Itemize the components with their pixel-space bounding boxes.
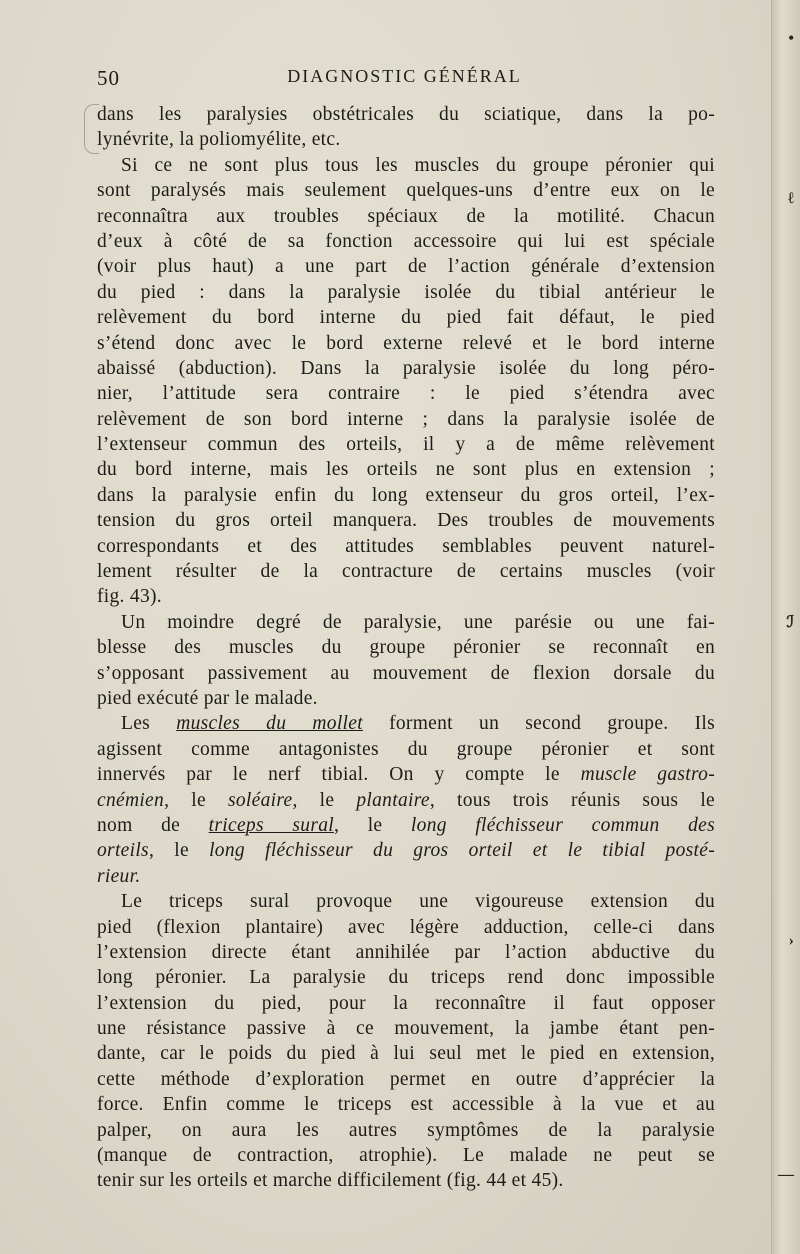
text-line: reconnaîtra aux troubles spéciaux de la motilité. Chacun — [97, 205, 715, 227]
text-span: , le — [148, 840, 210, 862]
text-line: l’extenseur commun des orteils, il y a de même relèvement — [97, 434, 715, 456]
orteils-term: orteils — [97, 840, 149, 862]
text-line: pied (flexion plantaire) avec légère adduction, celle-ci dans — [97, 916, 715, 938]
plantaire-term: plantaire — [356, 789, 430, 811]
muscle-gastro-term: muscle gastro- — [580, 764, 715, 786]
text-line: du pied : dans la paralysie isolée du tibial antérieur le — [97, 281, 715, 303]
edge-mark: • — [788, 30, 794, 47]
text-line: cette méthode d’exploration permet en outre d’apprécier la — [97, 1068, 715, 1090]
text-span: , tous trois réunis sous le — [429, 789, 715, 811]
text-line: s’étend donc avec le bord externe relevé et le bord interne — [97, 332, 715, 354]
text-line: Un moindre degré de paralysie, une parésie ou une fai- — [121, 611, 715, 633]
cnemien-term: cnémien — [97, 789, 165, 811]
text-line: du bord interne, mais les orteils ne sont plus en extension ; — [97, 459, 715, 481]
text-line: lement résulter de la contracture de certains muscles (voir — [97, 561, 715, 583]
text-line: d’eux à côté de sa fonction accessoire qui lui est spéciale — [97, 230, 715, 252]
text-span: , le — [292, 789, 357, 811]
text-line: lynévrite, la poliomyélite, etc. — [97, 129, 341, 151]
running-head: DIAGNOSTIC GÉNÉRAL — [287, 66, 522, 86]
text-line: long péronier. La paralysie du triceps rend donc impossible — [97, 967, 715, 989]
text-span: nom de — [97, 814, 209, 836]
text-line: une résistance passive à ce mouvement, la jambe étant pen- — [97, 1018, 715, 1040]
edge-mark: › — [788, 932, 794, 949]
text-line: Le triceps sural provoque une vigoureuse extension du — [121, 891, 715, 913]
page-header — [97, 66, 712, 94]
text-line: tension du gros orteil manquera. Des troubles de mouvements — [97, 510, 715, 532]
text-span: , le — [333, 814, 411, 836]
page-number: 50 — [97, 66, 120, 90]
text-line: sont paralysés mais seulement quelques-uns d’entre eux on le — [97, 180, 715, 202]
long-flechisseur-commun-term: long fléchisseur commun des — [410, 814, 715, 836]
text-line: l’extension directe étant annihilée par l’action abductive du — [97, 941, 715, 963]
text-line — [97, 813, 715, 838]
text-line: pied exécuté par le malade. — [97, 687, 318, 709]
text-line: fig. 43). — [97, 586, 162, 608]
text-line: s’opposant passivement au mouvement de flexion dorsale du — [97, 662, 715, 684]
long-flechisseur-gros-orteil-term: long fléchisseur du gros orteil et le tibial posté- — [209, 840, 716, 862]
text-line: dante, car le poids du pied à lui seul met le pied en extension, — [97, 1043, 715, 1065]
text-span: rieur. — [97, 865, 141, 887]
edge-mark: — — [778, 1166, 794, 1183]
text-line: (manque de contraction, atrophie). Le malade ne peut se — [97, 1145, 715, 1167]
edge-mark: ℓ — [788, 190, 794, 207]
triceps-sural-term: triceps sural — [208, 814, 334, 836]
text-line: abaissé (abduction). Dans la paralysie isolée du long péro- — [97, 357, 715, 379]
body-text — [97, 102, 715, 1194]
soleaire-term: soléaire — [227, 789, 293, 811]
text-line: correspondants et des attitudes semblables peuvent naturel- — [97, 535, 715, 557]
next-page-edge — [771, 0, 800, 1254]
text-line: blesse des muscles du groupe péronier se reconnaît en — [97, 637, 715, 659]
text-line — [97, 788, 715, 813]
text-line: l’extension du pied, pour la reconnaître il faut opposer — [97, 992, 715, 1014]
text-line — [97, 711, 715, 736]
text-line: agissent comme antagonistes du groupe péronier et sont — [97, 738, 715, 760]
text-span: Les — [121, 713, 177, 735]
text-line: force. Enfin comme le triceps est accessible à la vue et au — [97, 1094, 715, 1116]
text-line: dans la paralysie enfin du long extenseur du gros orteil, l’ex- — [97, 484, 715, 506]
edge-mark: ℐ — [786, 614, 794, 631]
text-span: , le — [164, 789, 228, 811]
text-span: innervés par le nerf tibial. On y compte le — [97, 764, 560, 786]
text-line: (voir plus haut) a une part de l’action générale d’extension — [97, 256, 715, 278]
text-span: forment un second groupe. Ils — [362, 713, 715, 735]
text-line: palper, on aura les autres symptômes de la paralysie — [97, 1119, 715, 1141]
text-line: tenir sur les orteils et marche difficilement (fig. 44 et 45). — [97, 1170, 564, 1192]
text-line — [97, 864, 715, 889]
text-line: dans les paralysies obstétricales du sciatique, dans la po- — [97, 104, 715, 125]
text-line: Si ce ne sont plus tous les muscles du groupe péronier qui — [121, 154, 715, 176]
text-line — [97, 762, 715, 787]
text-line: relèvement de son bord interne ; dans la paralysie isolée de — [97, 408, 715, 430]
text-line: relèvement du bord interne du pied fait défaut, le pied — [97, 307, 715, 329]
text-line: nier, l’attitude sera contraire : le pied s’étendra avec — [97, 383, 715, 405]
text-line — [97, 838, 715, 863]
muscles-du-mollet-term: muscles du mollet — [176, 713, 363, 735]
